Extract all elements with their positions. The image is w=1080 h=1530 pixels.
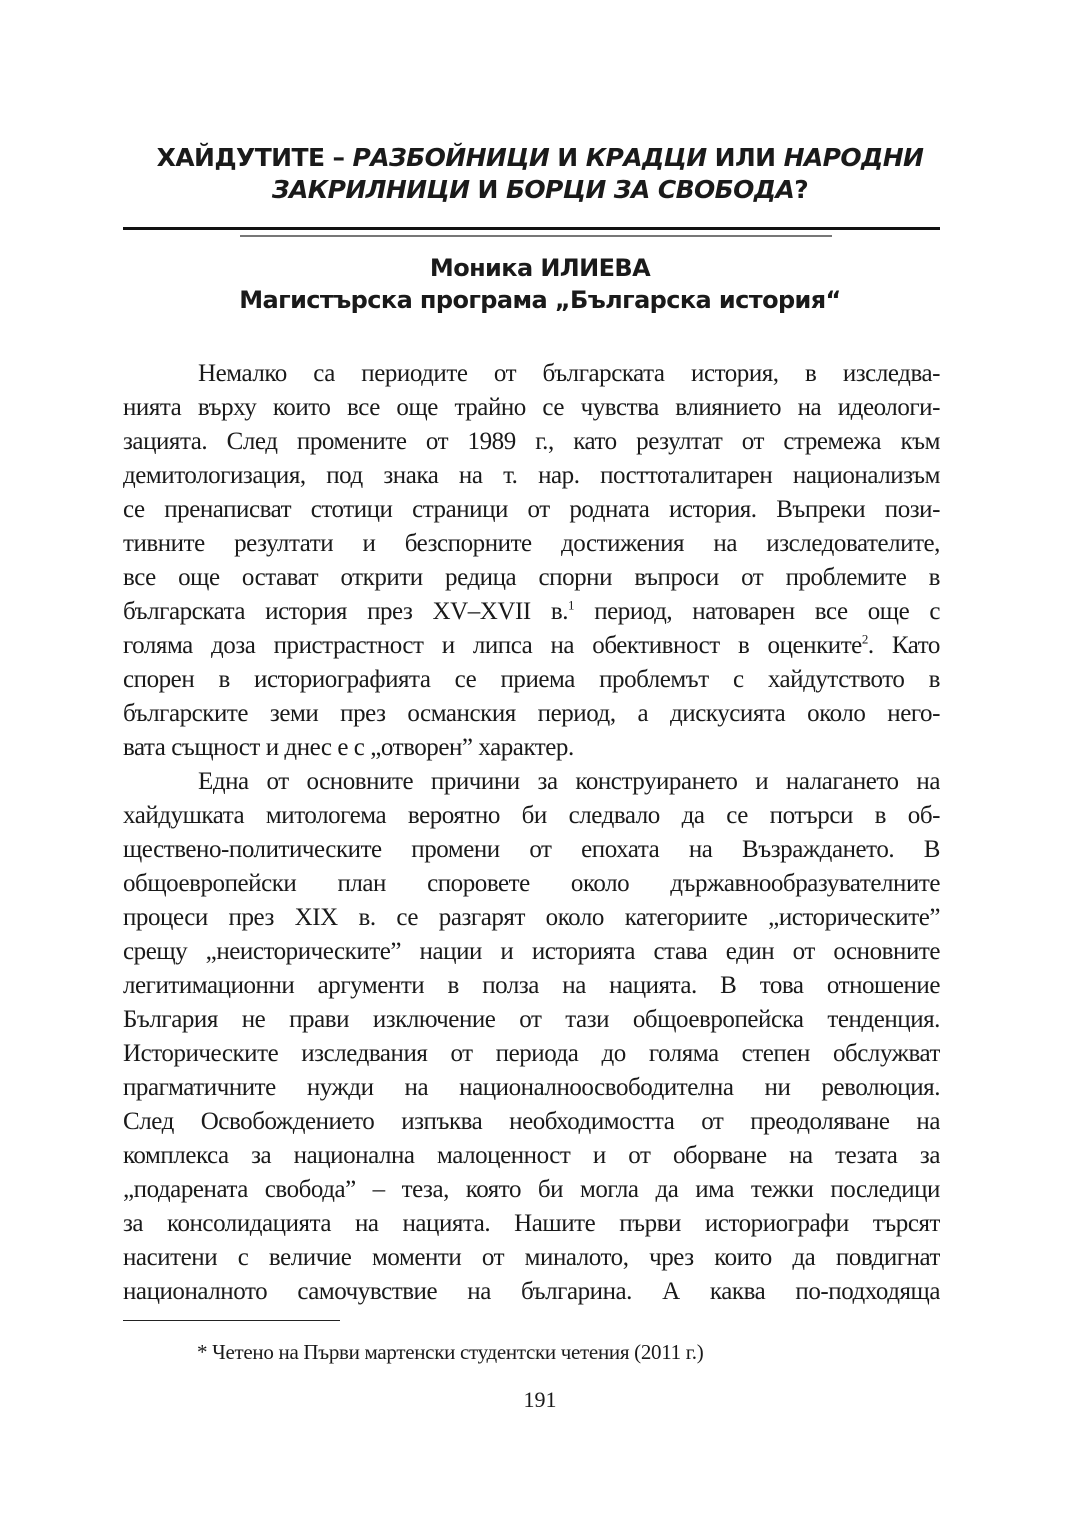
text-line: вата същност и днес е с „отворен” характер. [123, 734, 574, 761]
title-text: ЗАКРИЛНИЦИ [271, 175, 470, 204]
title-text: ИЛИ [706, 143, 784, 172]
title-text: ? [794, 175, 809, 204]
text-line: „подарената свобода” – теза, която би могла да има тежки последици [123, 1176, 940, 1203]
title-text: НАРОДНИ [783, 143, 924, 172]
title-text: КРАДЦИ [585, 143, 707, 172]
text-line: прагматичните нужди на националноосвободителна ни революция. [123, 1074, 940, 1101]
text-line: зацията. След промените от 1989 г., като резултат от стремежа към [123, 428, 940, 455]
text-line: легитимационни аргументи в полза на нацията. В това отношение [123, 972, 940, 999]
text-line: за консолидацията на нацията. Нашите първи историографи търсят [123, 1210, 940, 1237]
text-line: все още остават открити редица спорни въпроси от проблемите в [123, 564, 940, 591]
title-text: РАЗБОЙНИЦИ [352, 143, 550, 172]
text-line: Историческите изследвания от периода до голяма степен обслужват [123, 1040, 940, 1067]
text-line [123, 629, 940, 663]
text-line: срещу „неисторическите” нации и историята става един от основните [123, 938, 940, 965]
text-line: България не прави изключение от тази общоевропейска тенденция. [123, 1006, 940, 1033]
article-title [100, 142, 980, 206]
text-line: спорен в историографията се приема проблемът с хайдутството в [123, 666, 940, 693]
page-number: 191 [523, 1387, 557, 1412]
text-line: се пренаписват стотици страници от родната история. Въпреки пози- [123, 496, 940, 523]
author-program: Магистърска програма „Българска история“ [239, 286, 841, 314]
author-name: Моника ИЛИЕВА [429, 254, 651, 282]
title-text: БОРЦИ ЗА СВОБОДА [505, 175, 795, 204]
footnote: * Четено на Първи мартенски студентски четения (2011 г.) [197, 1340, 704, 1364]
title-text: И [549, 143, 586, 172]
text-line: общоевропейски план споровете около държавнообразувателните [123, 870, 940, 897]
body-text [123, 357, 940, 1309]
text-span: българската история през XV–XVII в. [123, 598, 569, 625]
footnote-ref[interactable]: 1 [568, 597, 575, 613]
text-line [123, 595, 940, 629]
text-line: хайдушката митологема вероятно би следвало да се потърси в об- [123, 802, 940, 829]
text-line: Една от основните причини за конструирането и налагането на [198, 768, 940, 795]
text-line: националното самочувствие на българина. А каква по-подходяща [123, 1278, 940, 1305]
text-line: нията върху които все още трайно се чувства влиянието на идеологи- [123, 394, 940, 421]
text-span: период, натоварен все още с [574, 598, 940, 625]
title-rule-thick [123, 227, 940, 230]
text-span: . Като [867, 632, 940, 659]
text-line: наситени с величие моменти от миналото, чрез които да повдигнат [123, 1244, 940, 1271]
text-line: тивните резултати и безспорните достижения на изследователите, [123, 530, 940, 557]
text-line: комплекса за национална малоценност и от оборване на тезата за [123, 1142, 940, 1169]
text-line: След Освобождението изпъква необходимостта от преодоляване на [123, 1108, 940, 1135]
text-line: демитологизация, под знака на т. нар. посттоталитарен национализъм [123, 462, 940, 489]
text-line: българските земи през османския период, а дискусията около него- [123, 700, 940, 727]
title-rule-thin [240, 235, 832, 237]
text-line: ществено-политическите промени от епохата на Възраждането. В [123, 836, 940, 863]
footnote-ref[interactable]: 2 [861, 631, 868, 647]
footnote-rule [123, 1320, 340, 1321]
title-text: И [469, 175, 506, 204]
title-text: ХАЙДУТИТЕ – [156, 143, 353, 172]
text-span: голяма доза пристрастност и липса на обективност в оценките [123, 632, 862, 659]
text-line: процеси през XIX в. се разгарят около категориите „историческите” [123, 904, 940, 931]
text-line: Немалко са периодите от българската история, в изследва- [198, 360, 940, 387]
